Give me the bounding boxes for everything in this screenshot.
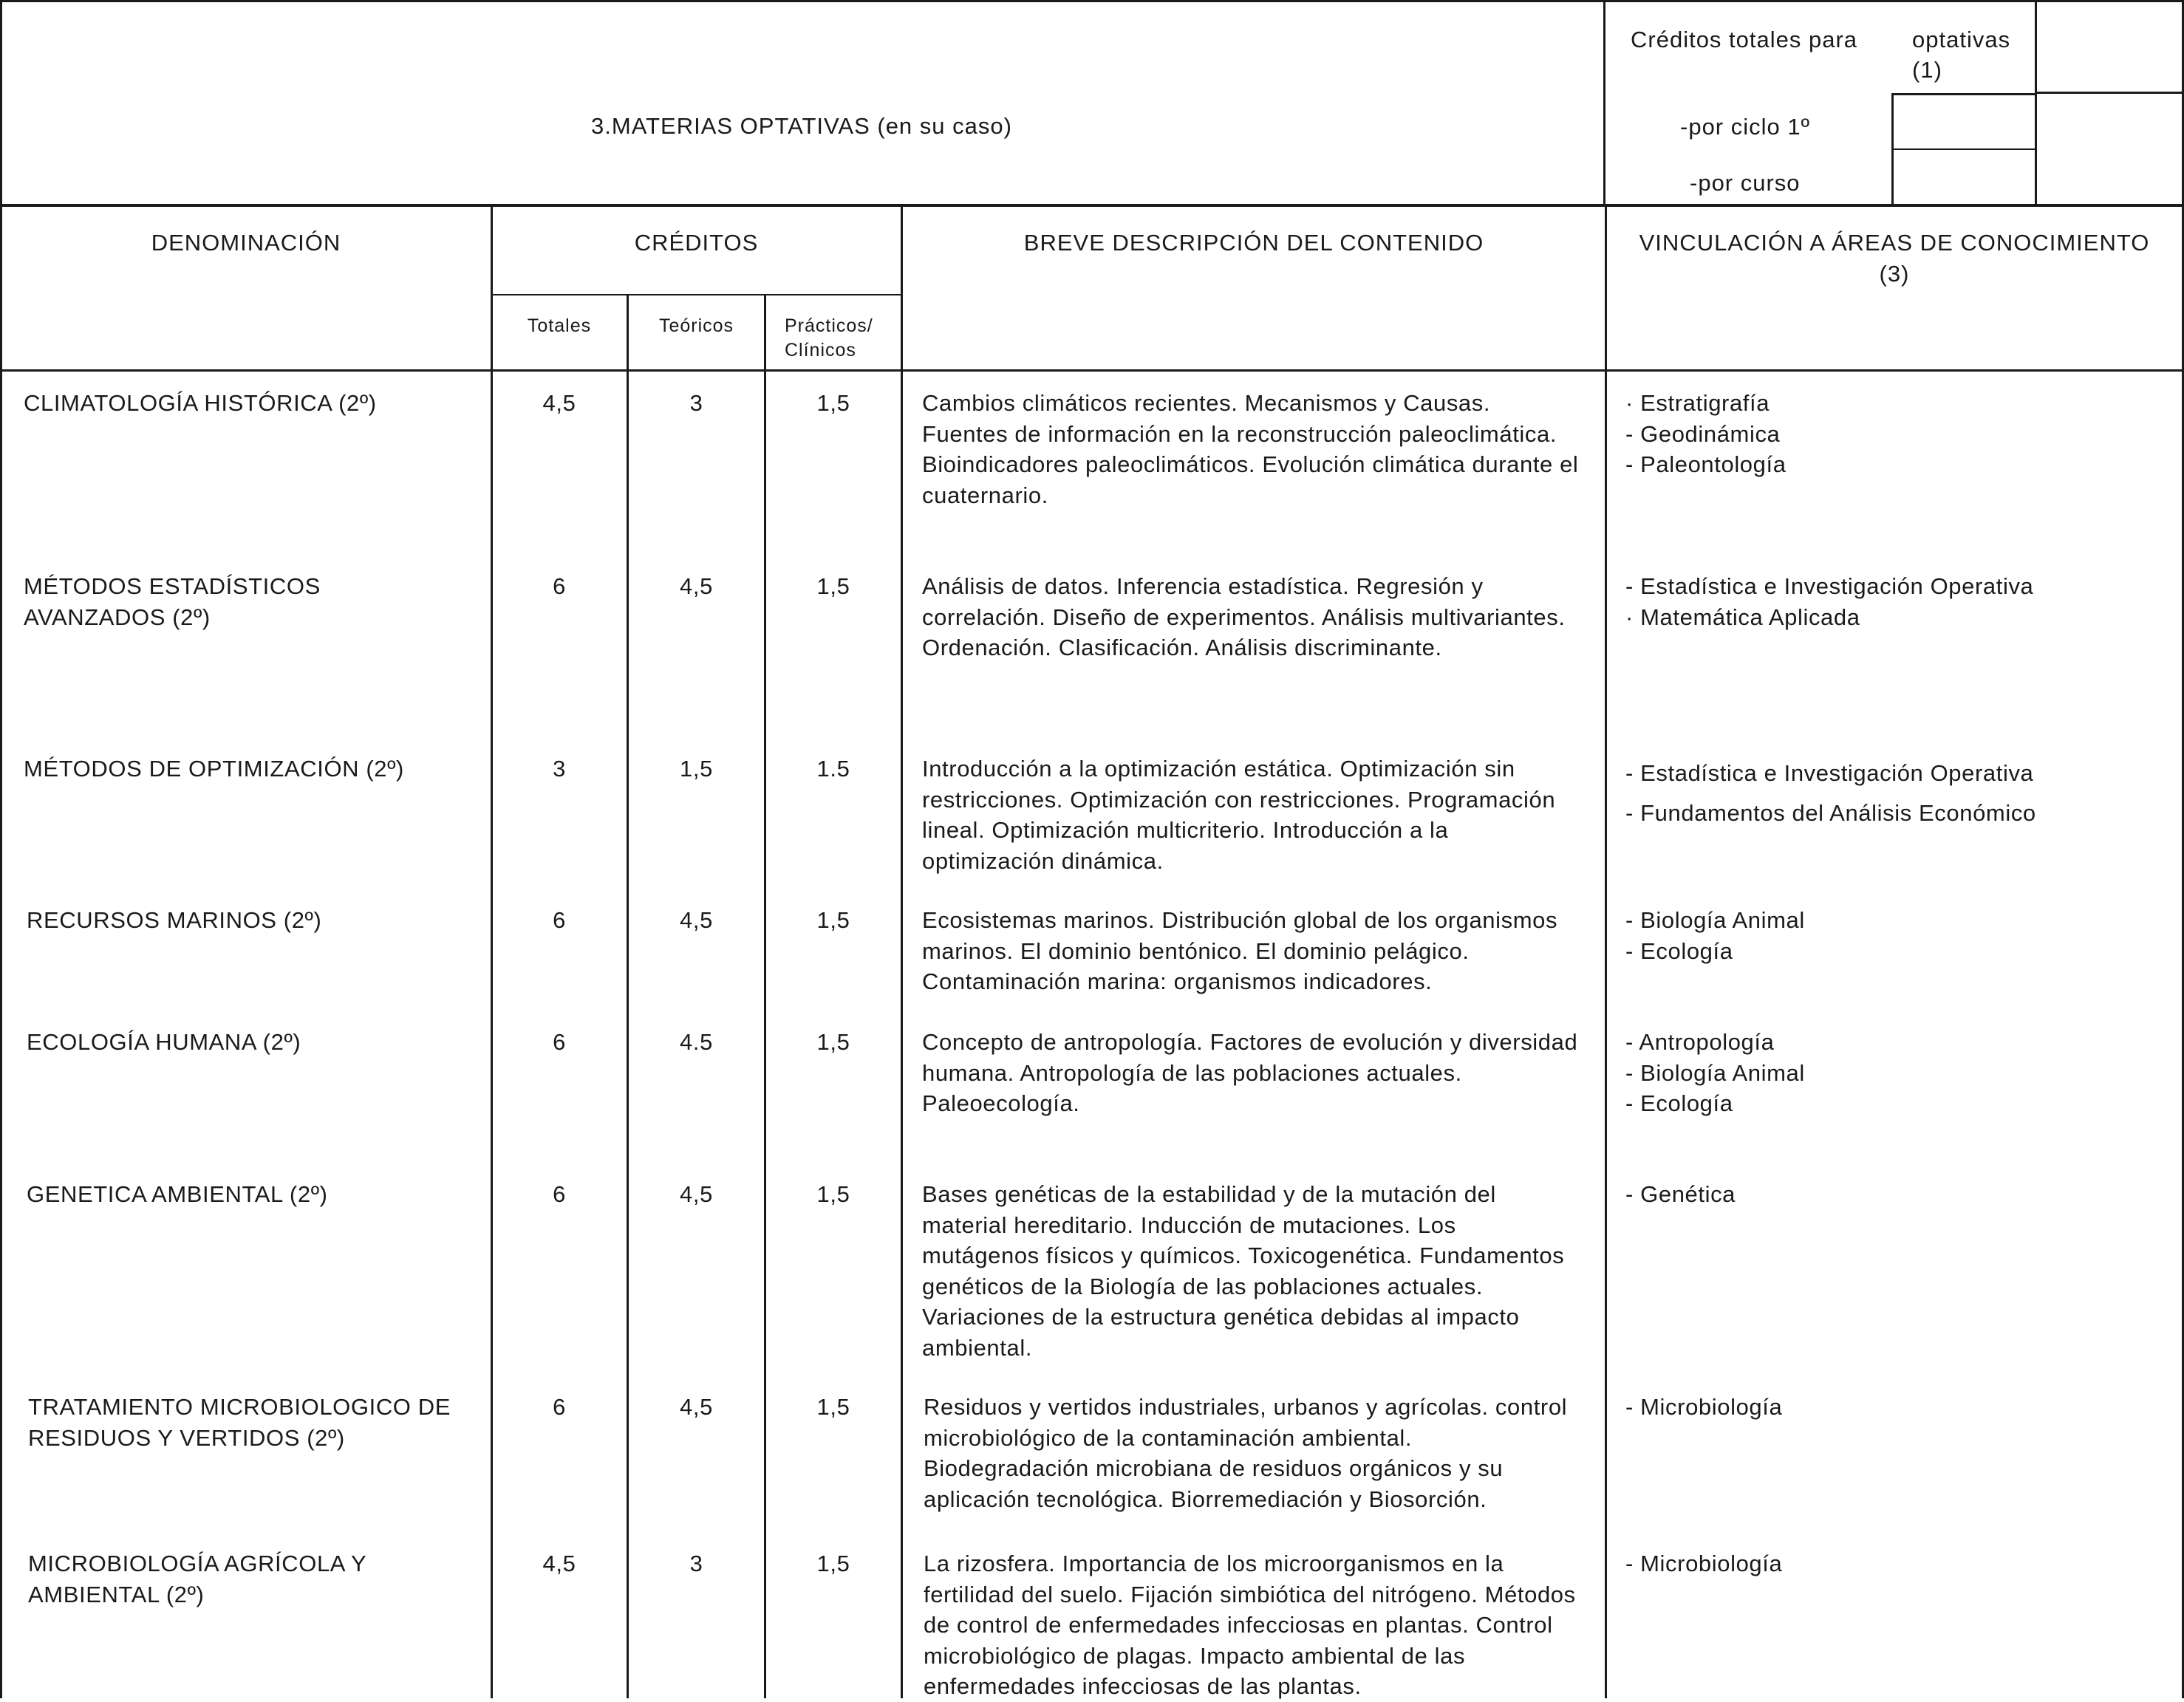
row-areas	[1625, 1179, 2172, 1210]
rule	[764, 294, 766, 1698]
credits-total-label: Créditos totales para	[1631, 27, 1858, 52]
col-clinicos: Clínicos	[785, 340, 856, 360]
area-item: - Estadística e Investigación Operativa	[1625, 760, 2034, 786]
col-descripcion: BREVE DESCRIPCIÓN DEL CONTENIDO	[1023, 230, 1484, 256]
row-totales: 6	[553, 1029, 566, 1055]
row-descripcion: La rizosfera. Importancia de los microorganismos en la fertilidad del suelo. Fijación simbiótica del nitrógeno. Métodos de control de enfermedades infecciosas en plantas. Control microbiológico de plagas. Impacto ambiental de las enfermedades infecciosas de las plantas.	[924, 1551, 1576, 1699]
area-item: - Genética	[1625, 1181, 1736, 1207]
row-totales: 6	[553, 907, 566, 933]
row-areas	[1625, 1548, 2172, 1579]
rule	[2035, 92, 2184, 94]
row-areas	[1625, 388, 2172, 480]
row-areas	[1625, 571, 2172, 632]
row-name: MÉTODOS ESTADÍSTICOS AVANZADOS (2º)	[24, 573, 321, 630]
rule	[0, 369, 2184, 372]
row-descripcion: Ecosistemas marinos. Distribución global de los organismos marinos. El dominio bentónico. El dominio pelágico. Contaminación marina: organismos indicadores.	[922, 907, 1558, 994]
row-name: GENETICA AMBIENTAL (2º)	[27, 1181, 328, 1207]
row-areas	[1625, 1392, 2172, 1423]
rule	[2035, 0, 2184, 2]
row-practicos: 1.5	[816, 756, 850, 782]
row-name: ECOLOGÍA HUMANA (2º)	[27, 1029, 301, 1055]
area-item: - Estadística e Investigación Operativa	[1625, 573, 2034, 599]
row-teoricos: 4,5	[680, 907, 713, 933]
row-practicos: 1,5	[816, 1551, 850, 1576]
section-title: 3.MATERIAS OPTATIVAS (en su caso)	[591, 113, 1012, 139]
row-areas	[1625, 753, 2172, 833]
row-practicos: 1,5	[816, 1394, 850, 1420]
rule	[492, 294, 902, 295]
rule	[1605, 205, 1607, 1698]
rule	[1603, 0, 1605, 205]
row-practicos: 1,5	[816, 1181, 850, 1207]
area-item: - Ecología	[1625, 1090, 1733, 1116]
area-item: - Ecología	[1625, 937, 1733, 964]
col-vinculacion-note: (3)	[1879, 261, 1910, 287]
row-totales: 3	[553, 756, 566, 782]
area-item: - Biología Animal	[1625, 1059, 1805, 1086]
row-totales: 6	[553, 573, 566, 599]
area-item: - Microbiología	[1625, 1394, 1783, 1420]
area-item: - Paleontología	[1625, 451, 1787, 477]
rule	[901, 205, 903, 1698]
optativas-note: (1)	[1912, 57, 1942, 83]
row-areas	[1625, 1027, 2172, 1119]
row-descripcion: Bases genéticas de la estabilidad y de la mutación del material hereditario. Inducción de mutaciones. Los mutágenos físicos y químicos. Toxicogenética. Fundamentos genéticos de la Biología de las poblaciones actuales. Variaciones de la estructura genética debidas al impacto ambiental.	[922, 1181, 1565, 1361]
area-item: - Biología Animal	[1625, 907, 1805, 933]
row-areas	[1625, 905, 2172, 966]
row-teoricos: 4,5	[680, 1181, 713, 1207]
row-name: TRATAMIENTO MICROBIOLOGICO DE RESIDUOS Y VERTIDOS (2º)	[28, 1394, 451, 1451]
row-teoricos: 1,5	[680, 756, 713, 782]
col-teoricos: Teóricos	[658, 315, 734, 336]
por-curso-label: -por curso	[1690, 170, 1801, 196]
area-item: - Antropología	[1625, 1029, 1775, 1055]
row-practicos: 1,5	[816, 390, 850, 416]
row-practicos: 1,5	[816, 1029, 850, 1055]
row-descripcion: Análisis de datos. Inferencia estadística. Regresión y correlación. Diseño de experimentos. Análisis multivariantes. Ordenación. Clasificación. Análisis discriminante.	[922, 573, 1566, 660]
rule	[627, 294, 629, 1698]
optativas-label: optativas	[1912, 27, 2011, 52]
area-item: · Estratigrafía	[1625, 390, 1770, 416]
row-descripcion: Residuos y vertidos industriales, urbanos y agrícolas. control microbiológico de la contaminación ambiental. Biodegradación microbiana de residuos orgánicos y su aplicación tecnológica. Biorremediación y Biosorción.	[924, 1394, 1568, 1512]
row-descripcion: Cambios climáticos recientes. Mecanismos y Causas. Fuentes de información en la reconstrucción paleoclimática. Bioindicadores paleoclimáticos. Evolución climática durante el cuaternario.	[922, 390, 1579, 508]
col-practicos: Prácticos/	[785, 315, 873, 336]
row-teoricos: 4.5	[680, 1029, 713, 1055]
col-creditos: CRÉDITOS	[634, 230, 759, 256]
row-name: RECURSOS MARINOS (2º)	[27, 907, 322, 933]
rule	[1891, 93, 2035, 95]
row-teoricos: 4,5	[680, 573, 713, 599]
row-teoricos: 3	[689, 1551, 703, 1576]
area-item: · Matemática Aplicada	[1625, 604, 1860, 630]
col-vinculacion: VINCULACIÓN A ÁREAS DE CONOCIMIENTO	[1639, 230, 2150, 256]
area-item: - Geodinámica	[1625, 420, 1781, 447]
row-totales: 6	[553, 1394, 566, 1420]
row-name: CLIMATOLOGÍA HISTÓRICA (2º)	[24, 390, 377, 416]
rule	[0, 0, 2184, 2]
col-denominacion: DENOMINACIÓN	[151, 230, 341, 256]
row-practicos: 1,5	[816, 907, 850, 933]
row-name: MÉTODOS DE OPTIMIZACIÓN (2º)	[24, 756, 404, 782]
por-ciclo-label: -por ciclo 1º	[1680, 114, 1810, 140]
row-descripcion: Introducción a la optimización estática. Optimización sin restricciones. Optimización con restricciones. Programación lineal. Optimización multicriterio. Introducción a la optimización dinámica.	[922, 756, 1556, 874]
rule	[491, 205, 493, 1698]
area-item: - Microbiología	[1625, 1551, 1783, 1576]
row-descripcion: Concepto de antropología. Factores de evolución y diversidad humana. Antropología de las poblaciones actuales. Paleoecología.	[922, 1029, 1578, 1116]
row-practicos: 1,5	[816, 573, 850, 599]
rule	[2035, 0, 2037, 204]
row-name: MICROBIOLOGÍA AGRÍCOLA Y AMBIENTAL (2º)	[28, 1551, 366, 1607]
col-totales: Totales	[527, 315, 592, 336]
row-totales: 4,5	[542, 1551, 576, 1576]
row-totales: 4,5	[542, 390, 576, 416]
row-teoricos: 4,5	[680, 1394, 713, 1420]
rule	[0, 204, 2184, 207]
row-totales: 6	[553, 1181, 566, 1207]
area-item: - Fundamentos del Análisis Económico	[1625, 800, 2036, 826]
rule	[1891, 148, 2035, 150]
row-teoricos: 3	[689, 390, 703, 416]
